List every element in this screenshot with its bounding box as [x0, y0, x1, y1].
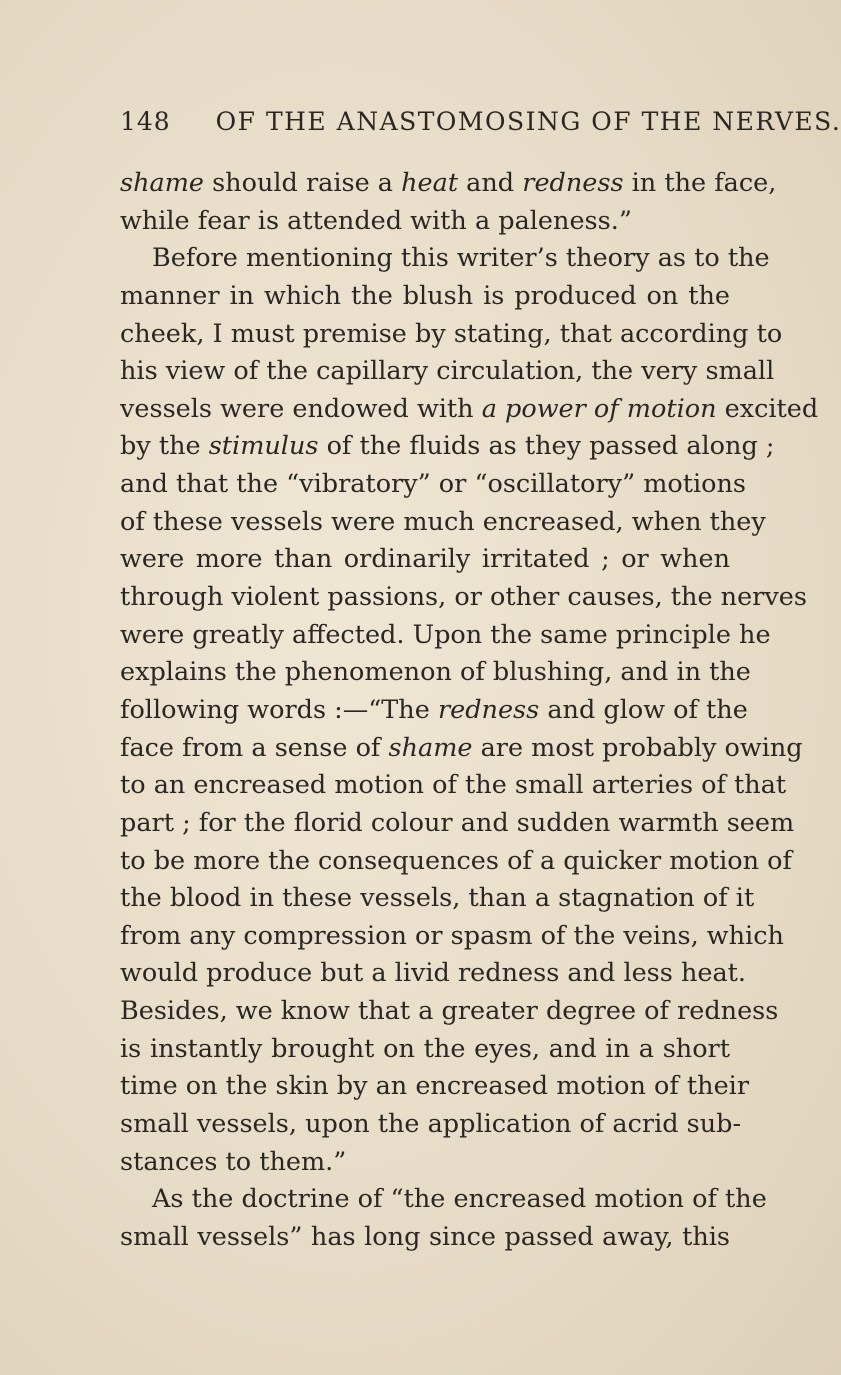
text-line: Before mentioning this writer’s theory as to the — [152, 243, 770, 274]
body-text — [120, 165, 819, 1257]
text-line: manner in which the blush is produced on the — [120, 280, 730, 311]
text-line: to be more the consequences of a quicker motion of — [120, 845, 792, 876]
text-line: Besides, we know that a greater degree of redness — [120, 996, 779, 1027]
text-line: part ; for the florid colour and sudden warmth seem — [120, 807, 795, 838]
text-line: cheek, I must premise by stating, that according to — [120, 318, 783, 349]
text-line: of these vessels were much encreased, when they — [120, 506, 766, 537]
running-head — [120, 107, 841, 136]
text-line: small vessels, upon the application of acrid sub- — [120, 1109, 742, 1140]
text-line: shame should raise a heat and redness in the face, — [120, 168, 777, 198]
running-title: OF THE ANASTOMOSING OF THE NERVES. — [215, 107, 841, 136]
text-line: stances to them.” — [120, 1146, 347, 1177]
text-line: time on the skin by an encreased motion of their — [120, 1071, 750, 1102]
page-number: 148 — [120, 107, 171, 136]
text-line: would produce but a livid redness and less heat. — [120, 958, 747, 989]
text-line: small vessels” has long since passed away, this — [120, 1221, 730, 1252]
text-line: his view of the capillary circulation, the very small — [120, 356, 775, 387]
text-line: As the doctrine of “the encreased motion of the — [152, 1184, 767, 1215]
text-line: is instantly brought on the eyes, and in a short — [120, 1033, 730, 1064]
text-line: face from a sense of shame are most probably owing — [120, 732, 803, 763]
text-line: the blood in these vessels, than a stagnation of it — [120, 883, 755, 914]
text-line: were greatly affected. Upon the same principle he — [120, 619, 771, 650]
text-line: following words :—“The redness and glow of the — [120, 694, 748, 725]
text-line: to an encreased motion of the small arteries of that — [120, 770, 787, 801]
text-line: and that the “vibratory” or “oscillatory” motions — [120, 469, 747, 500]
text-line: vessels were endowed with a power of motion excited — [120, 393, 819, 424]
text-line: were more than ordinarily irritated ; or when — [120, 544, 730, 575]
text-line: from any compression or spasm of the veins, which — [120, 920, 784, 951]
text-line: explains the phenomenon of blushing, and in the — [120, 657, 751, 688]
text-line: through violent passions, or other causes, the nerves — [120, 582, 807, 613]
text-line: while fear is attended with a paleness.” — [120, 205, 632, 236]
text-line: by the stimulus of the fluids as they passed along ; — [120, 431, 775, 462]
